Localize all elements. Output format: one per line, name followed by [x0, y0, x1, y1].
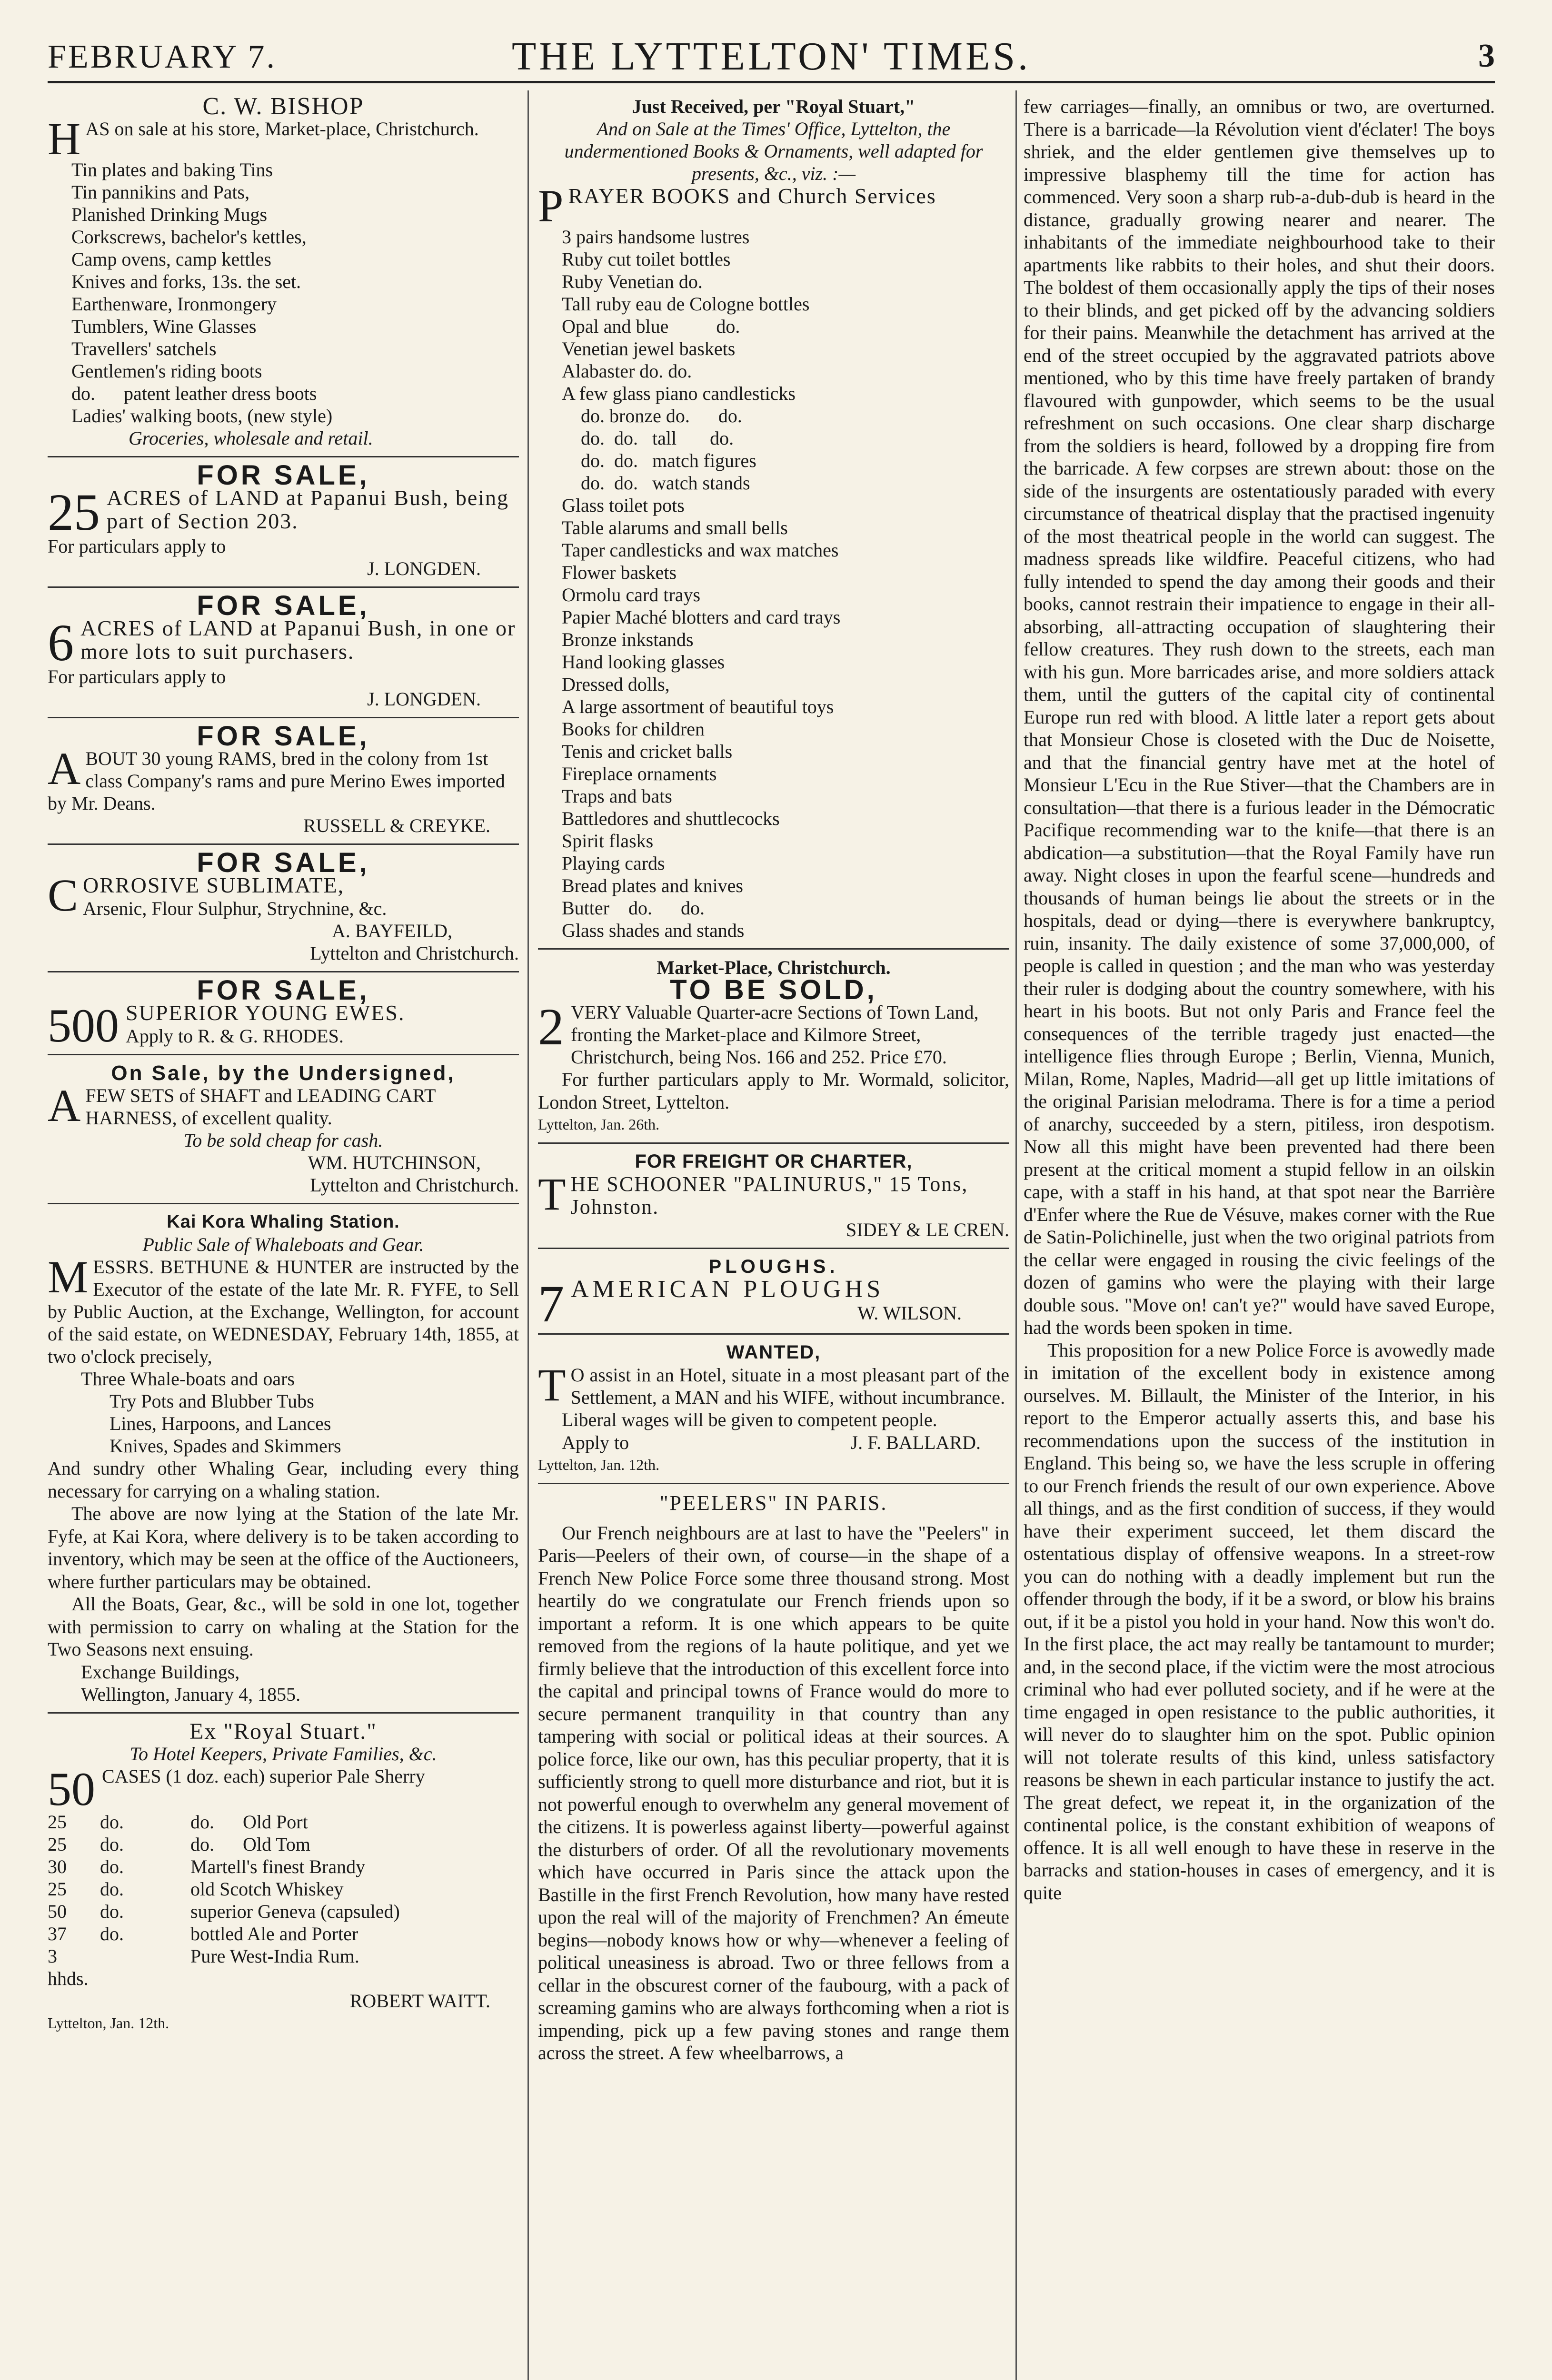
item-name: old Scotch Whiskey — [190, 1878, 344, 1900]
ad-heading: TO BE SOLD, — [670, 974, 877, 1005]
quantity: 30 — [48, 1855, 67, 1877]
books-list — [538, 226, 1009, 942]
list-item: Ruby Venetian do. — [562, 271, 703, 292]
ad-text: ACRES of LAND at Papanui Bush, in one or more lots to suit purchasers. — [80, 616, 516, 664]
ad-land-6-acres — [48, 590, 519, 710]
list-item: Books for children — [562, 718, 705, 740]
ad-subheading: Public Sale of Whaleboats and Gear. — [142, 1234, 424, 1255]
list-item: Alabaster do. do. — [562, 360, 692, 382]
ad-text: AS on sale at his store, Market-place, Christchurch. — [85, 118, 479, 139]
unit: do. — [100, 1923, 124, 1944]
ad-text: AMERICAN PLOUGHS — [571, 1276, 885, 1303]
ad-text: HE SCHOONER "PALINURUS," 15 Tons, Johnston. — [570, 1172, 968, 1219]
quantity: 3 hhds. — [48, 1945, 89, 1989]
ad-wanted — [538, 1341, 1009, 1476]
divider — [538, 1142, 1009, 1144]
unit: do. — [100, 1900, 124, 1922]
ad-heading: FOR SALE, — [197, 460, 370, 491]
ad-heading: C. W. BISHOP — [202, 95, 364, 120]
item-name: superior Geneva (capsuled) — [190, 1900, 400, 1922]
ad-signature: J. LONGDEN. — [367, 688, 481, 710]
item-name: bottled Ale and Porter — [190, 1923, 358, 1944]
list-item: Try Pots and Blubber Tubs — [109, 1390, 314, 1412]
quantity: 25 — [48, 1833, 67, 1855]
list-item: Tumblers, Wine Glasses — [71, 316, 257, 337]
price-row — [48, 1945, 519, 1990]
ad-text: For particulars apply to — [48, 536, 226, 557]
list-item: Bronze inkstands — [562, 629, 694, 650]
ad-text: Apply to R. & G. RHODES. — [126, 1025, 344, 1047]
column-divider — [527, 90, 529, 2380]
ad-heading: FOR SALE, — [197, 975, 370, 1006]
ad-text: For particulars apply to — [48, 666, 226, 687]
ad-text: RAYER BOOKS and Church Services — [568, 184, 936, 208]
list-item: Glass toilet pots — [562, 495, 685, 516]
ad-signature: Lyttelton and Christchurch. — [310, 1174, 519, 1196]
ad-text: Apply to — [562, 1431, 629, 1453]
ad-signature: Exchange Buildings, — [81, 1661, 240, 1683]
list-item: Corkscrews, bachelor's kettles, — [71, 226, 307, 248]
list-item: do. do. watch stands — [562, 472, 750, 494]
lot-number: 500 — [48, 999, 119, 1052]
list-item: 3 pairs handsome lustres — [562, 226, 750, 248]
list-item: Spirit flasks — [562, 830, 654, 852]
ad-signature: J. LONGDEN. — [367, 558, 481, 579]
ad-text: Liberal wages will be given to competent people. — [562, 1409, 937, 1430]
page-number: 3 — [1478, 38, 1495, 74]
ad-text: O assist in an Hotel, situate in a most pleasant part of the Settlement, a MAN and his WIFE, without incumbrance. — [570, 1364, 1009, 1408]
item-name: do. Old Port — [190, 1811, 308, 1833]
unit: do. — [100, 1855, 124, 1877]
ad-date: Lyttelton, Jan. 12th. — [48, 2014, 169, 2032]
ad-text: All the Boats, Gear, &c., will be sold in one lot, together with permission to carry on whaling at the Station for the Two Seasons next ensuing. — [48, 1593, 519, 1660]
price-row — [48, 1811, 519, 1833]
ad-apply-line — [538, 1431, 1009, 1454]
list-item: Camp ovens, camp kettles — [71, 248, 271, 270]
divider — [538, 1248, 1009, 1249]
divider — [48, 1054, 519, 1055]
divider — [48, 843, 519, 845]
ad-text: CASES (1 doz. each) superior Pale Sherry — [102, 1765, 425, 1787]
divider — [48, 586, 519, 588]
list-item: Butter do. do. — [562, 897, 705, 919]
lot-number: 7 — [538, 1275, 564, 1333]
ad-subheading: To Hotel Keepers, Private Families, &c. — [129, 1743, 437, 1765]
ad-books-ornaments — [538, 95, 1009, 942]
ad-heading: Just Received, per "Royal Stuart," — [632, 96, 915, 117]
list-item: Flower baskets — [562, 562, 677, 583]
ad-signature: J. F. BALLARD. — [850, 1431, 981, 1453]
ad-town-land — [538, 956, 1009, 1136]
ad-text: And sundry other Whaling Gear, including every thing necessary for carrying on a whaling station. — [48, 1458, 519, 1502]
list-item: Glass shades and stands — [562, 920, 745, 941]
ad-heading: Ex "Royal Stuart." — [189, 1718, 377, 1744]
drop-cap: H — [48, 113, 81, 164]
ad-freight — [538, 1150, 1009, 1241]
column-3 — [1024, 95, 1495, 2380]
quantity: 25 — [48, 1878, 67, 1900]
list-item: Knives, Spades and Skimmers — [109, 1435, 341, 1457]
ad-signature: ROBERT WAITT. — [349, 1990, 490, 2012]
issue-date: FEBRUARY 7. — [48, 39, 277, 75]
drop-cap: T — [538, 1359, 566, 1410]
divider — [48, 456, 519, 457]
ad-signature: W. WILSON. — [857, 1302, 962, 1324]
ad-title: ORROSIVE SUBLIMATE, — [83, 873, 345, 897]
ad-text: ESSRS. BETHUNE & HUNTER are instructed by the Executor of the estate of the late Mr. R. FYFE, to Sell by Public Auction, at the Exchange, Wellington, for account of the said estate, on WEDNESDAY, February 14th, 1855, at two o'clock precisely, — [48, 1256, 519, 1367]
list-item: A few glass piano candlesticks — [562, 383, 796, 404]
list-item: Dressed dolls, — [562, 674, 670, 695]
ad-signature: Wellington, January 4, 1855. — [81, 1683, 301, 1705]
ad-text: To be sold cheap for cash. — [183, 1130, 383, 1151]
newspaper-title: THE LYTTELTON' TIMES. — [511, 34, 1031, 79]
ad-rams — [48, 721, 519, 837]
ad-date: Lyttelton, Jan. 26th. — [538, 1116, 660, 1133]
ad-text: The above are now lying at the Station of the late Mr. Fyfe, at Kai Kora, where delivery is to be taken according to inventory, which may be seen at the office of the Auctioneers, where further particulars may be obtained. — [48, 1503, 519, 1592]
list-item: Ormolu card trays — [562, 584, 701, 605]
ad-date: Lyttelton, Jan. 12th. — [538, 1456, 660, 1473]
list-item: do. patent leather dress boots — [71, 383, 317, 404]
ad-heading: Market-Place, Christchurch. — [657, 957, 891, 978]
ad-heading: WANTED, — [726, 1342, 821, 1363]
divider — [538, 1483, 1009, 1484]
list-item: Tall ruby eau de Cologne bottles — [562, 293, 810, 315]
drop-cap: T — [538, 1169, 566, 1220]
ad-subheading: And on Sale at the Times' Office, Lyttelton, the undermentioned Books & Ornaments, well adapted for presents, &c., viz. :— — [564, 118, 983, 184]
lot-number: 50 — [48, 1762, 95, 1815]
ad-whaling-station — [48, 1211, 519, 1706]
list-item: do. bronze do. do. — [562, 405, 742, 426]
ad-heading: FOR SALE, — [197, 590, 370, 621]
article-body: This proposition for a new Police Force is avowedly made in imitation of the excellent body in existence among ourselves. M. Billault, the Minister of the Interior, in his report to the Emperor actually asserts this, and base his recommendations upon the success of the institution in England. This being so, we have the less scruple in offering to our French friends the result of our own experience. Above all things, and as the first condition of success, if they would have their experiment succeed, let them discard the ostentatious display of offensive weapons. In a street-row you can do nothing with a deadly implement but run the offender through the body, if it be a sword, or blow his brains out, if it be a pistol you hold in your hand. Now this won't do. In the first place, the act may really be tantamount to murder; and, in the second place, if the victim were the most atrocious criminal who had ever polluted society, and if he were at the time engaged in open resistance to the public authorities, it will never do to slaughter him on the spot. Public opinion will not tolerate results of this kind, unless satisfactory reasons be shewn in each particular instance to justify the act. The great defect, we repeat it, in the organization of the continental police, is the constant exhibition of weapons of offence. It is all well enough to have these in reserve in the barracks and station-houses in cases of emergency, and it is quite — [1024, 1339, 1495, 1904]
ad-text: For further particulars apply to Mr. Wormald, solicitor, London Street, Lyttelton. — [538, 1069, 1009, 1113]
divider — [48, 1712, 519, 1714]
article-body: Our French neighbours are at last to have the "Peelers" in Paris—Peelers of their own, of course—in the shape of a French New Police Force some three thousand strong. Most heartily do we congratulate our French friends upon so important a reform. It is one which appears to be quite removed from the regions of la haute politique, and yet we firmly believe that the introduction of this excellent force into the capital and principal towns of France would do more to secure permanent tranquility in that country than any tampering with social or political ideas at their sources. A police force, like our own, has this peculiar property, that it is sufficiently strong to quell more disturbance and riot, but it is not powerful enough to overwhelm any general movement of the citizens. It is powerless against liberty—powerful against the disturbers of order. Of all the revolutionary movements which have occurred in Paris since the attack upon the Bastille in the first French Revolution, how many have rested upon the real will of the majority of Frenchmen? An émeute begins—nobody knows how or why—whenever a feeling of political uneasiness is abroad. Two or three fellows from a cellar in the obscurest corner of the faubourg, with a pack of screaming gamins who are always forthcoming when a riot is impending, pick up a few paving stones and range them across the street. A few wheelbarrows, a — [538, 1522, 1009, 2063]
list-item: Three Whale-boats and oars — [81, 1368, 295, 1389]
ad-title: SUPERIOR YOUNG EWES. — [126, 1001, 405, 1025]
ad-harness — [48, 1062, 519, 1196]
ad-signature: Lyttelton and Christchurch. — [310, 942, 519, 964]
list-item: Gentlemen's riding boots — [71, 360, 262, 382]
ad-royal-stuart-spirits — [48, 1720, 519, 2034]
ad-heading: On Sale, by the Undersigned, — [111, 1061, 456, 1085]
quantity: 25 — [48, 1811, 67, 1833]
divider — [48, 717, 519, 718]
column-divider — [1015, 90, 1017, 2380]
price-row — [48, 1855, 519, 1878]
list-item: Bread plates and knives — [562, 875, 743, 896]
ad-signature: SIDEY & LE CREN. — [846, 1219, 1009, 1240]
list-item: Tin plates and baking Tins — [71, 159, 273, 180]
drop-cap: C — [48, 870, 79, 921]
ad-text: ACRES of LAND at Papanui Bush, being part of Section 203. — [107, 486, 509, 533]
item-name: do. Old Tom — [190, 1833, 311, 1855]
ad-heading: FOR FREIGHT OR CHARTER, — [635, 1151, 913, 1172]
item-name: Pure West-India Rum. — [190, 1945, 359, 1967]
list-item: Groceries, wholesale and retail. — [129, 427, 373, 449]
ad-text: VERY Valuable Quarter-acre Sections of Town Land, fronting the Market-place and Kilmore Street, Christchurch, being Nos. 166 and 252. Price £70. — [571, 1002, 979, 1068]
divider — [538, 1333, 1009, 1335]
ad-ploughs — [538, 1256, 1009, 1333]
item-name: Martell's finest Brandy — [190, 1855, 366, 1877]
ad-heading: PLOUGHS. — [708, 1256, 839, 1277]
list-item: A large assortment of beautiful toys — [562, 696, 834, 717]
unit: do. — [100, 1878, 124, 1900]
list-item: Tin pannikins and Pats, — [71, 181, 250, 203]
ad-land-25-acres — [48, 460, 519, 580]
list-item: do. do. tall do. — [562, 427, 734, 449]
drop-cap: A — [48, 743, 81, 794]
ad-heading: FOR SALE, — [197, 721, 370, 752]
drop-cap: A — [48, 1080, 81, 1131]
ad-heading: FOR SALE, — [197, 847, 370, 878]
unit: do. — [100, 1833, 124, 1855]
drop-cap: P — [538, 180, 564, 231]
list-item: Papier Maché blotters and card trays — [562, 606, 841, 628]
price-row — [48, 1900, 519, 1923]
lot-number: 25 — [48, 483, 100, 541]
masthead-rule — [48, 81, 1495, 83]
ad-young-ewes — [48, 975, 519, 1052]
price-row — [48, 1878, 519, 1900]
list-item: Opal and blue do. — [562, 316, 740, 337]
list-item: Ruby cut toilet bottles — [562, 248, 731, 270]
ad-signature: RUSSELL & CREYKE. — [303, 815, 490, 836]
list-item: Table alarums and small bells — [562, 517, 788, 538]
ad-heading: Kai Kora Whaling Station. — [167, 1212, 400, 1232]
list-item: Taper candlesticks and wax matches — [562, 539, 839, 561]
unit — [100, 1945, 190, 1990]
divider — [538, 948, 1009, 950]
unit: do. — [100, 1811, 124, 1833]
list-item: Knives and forks, 13s. the set. — [71, 271, 301, 292]
list-item: Lines, Harpoons, and Lances — [109, 1413, 331, 1434]
list-item: Playing cards — [562, 853, 665, 874]
list-item: Traps and bats — [562, 785, 672, 807]
article-body: few carriages—finally, an omnibus or two, are overturned. There is a barricade—la Révolution vient d'éclater! The boys shriek, and the elder gentlemen give themselves up to impressive blasphemy till the time for action has commenced. Very soon a sharp rub-a-dub-dub is heard in the distance, gradually growing nearer and nearer. The inhabitants of the immediate neighbourhood take to their apartments like rabbits to their holes, and shut their doors. The boldest of them occasionally apply the tips of their noses to their blinds, and get picked off by the advancing soldiers for their pains. Meanwhile the detachment has arrived at the end of the street occupied by the aggravated patriots above mentioned, who by this time have freely partaken of brandy flavoured with gunpowder, which seems to be the usual refreshment on such occasions. One clear sharp discharge from the soldiers is heard, followed by a dropping fire from the barricade. A few corpses are strewn about: those on the side of the insurgents are ostentatiously paraded with every circumstance of theatrical display that the practised ingenuity of the most theatrical people in the world can suggest. The madness spreads like wildfire. Peaceful citizens, who had fully intended to spend the day among their goods and their books, cannot restrain their impatience to engage in their all-absorbing, all-attracting occupation of slaughtering their fellow creatures. They rush down to the streets, each man with his gun. More barricades arise, and more soldiers attack them, until the gutters of the capital city of continental Europe run red with blood. A little later a report gets about that Monsieur Chose is closeted with the Duc de Noisette, and that the financial gentry have met at the hotel of Monsieur L'Ecu in the Rue Stiver—that the Chambers are in consultation—that there is a furious leader in the Démocratic Pacifique recommending war to the knife—that there is an abdication—a substitution—that the Royal Family have run away. Night closes in upon the fearful scene—hundreds and thousands of human beings lie about the streets or in the hospitals, dead or dying—there is everywhere bankruptcy, ruin, insanity. The daily existence of some 37,000,000, of people is called in question ; and the man who was yesterday their ruler is dodging about the country somewhere, with his heart in his boots. But not only Paris and France feel the consequences of the terrible tragedy just enacted—the intelligence flies through Europe ; Berlin, Vienna, Munich, Milan, Rome, Naples, Madrid—all get up little imitations of the original Parisian melodrama. There is for a time a period of anarchy, succeeded by a stern, pitiless, iron despotism. Now all this might have been prevented had there been present at the critical moment a stupid fellow in an oilskin cape, with a staff in his hand, at that spot near the Barrière d'Enfer where the Rue de Vésuve, makes corner with the Rue de Satin-Polichinelle, just when the two original patriots from the cellar were engaged in rousing the civic feelings of the dozen of gamins who were the playing with their large double sous. "Move on! can't ye?" would have saved Europe, had the words been spoken in time. — [1024, 96, 1495, 1338]
ad-signature: WM. HUTCHINSON, — [308, 1152, 481, 1173]
ad-corrosive-sublimate — [48, 847, 519, 964]
article-title: "PEELERS" IN PARIS. — [659, 1491, 888, 1515]
list-item: Planished Drinking Mugs — [71, 204, 268, 225]
masthead — [48, 31, 1495, 79]
column-2 — [538, 95, 1009, 2380]
list-item: Travellers' satchels — [71, 338, 217, 359]
ad-text: FEW SETS of SHAFT and LEADING CART HARNESS, of excellent quality. — [85, 1085, 436, 1129]
ad-signature: A. BAYFEILD, — [332, 920, 452, 942]
column-1 — [48, 95, 519, 2380]
price-row — [48, 1923, 519, 1945]
ad-bishop — [48, 95, 519, 449]
list-item: Battledores and shuttlecocks — [562, 808, 780, 829]
lot-number: 2 — [538, 998, 564, 1056]
lot-number: 6 — [48, 614, 74, 672]
ad-text: BOUT 30 young RAMS, bred in the colony from 1st class Company's rams and pure Merino Ewes imported by Mr. Deans. — [48, 748, 505, 814]
list-item: Ladies' walking boots, (new style) — [71, 405, 333, 426]
divider — [48, 1203, 519, 1204]
price-row — [48, 1833, 519, 1855]
list-item: Hand looking glasses — [562, 651, 725, 673]
list-item: Fireplace ornaments — [562, 763, 717, 784]
drop-cap: M — [48, 1251, 89, 1302]
divider — [48, 971, 519, 972]
list-item: Tenis and cricket balls — [562, 741, 733, 762]
quantity: 37 — [48, 1923, 67, 1944]
list-item: Venetian jewel baskets — [562, 338, 736, 359]
list-item: do. do. match figures — [562, 450, 756, 471]
quantity: 50 — [48, 1900, 67, 1922]
ad-text: Arsenic, Flour Sulphur, Strychnine, &c. — [83, 898, 387, 919]
list-item: Earthenware, Ironmongery — [71, 293, 277, 315]
